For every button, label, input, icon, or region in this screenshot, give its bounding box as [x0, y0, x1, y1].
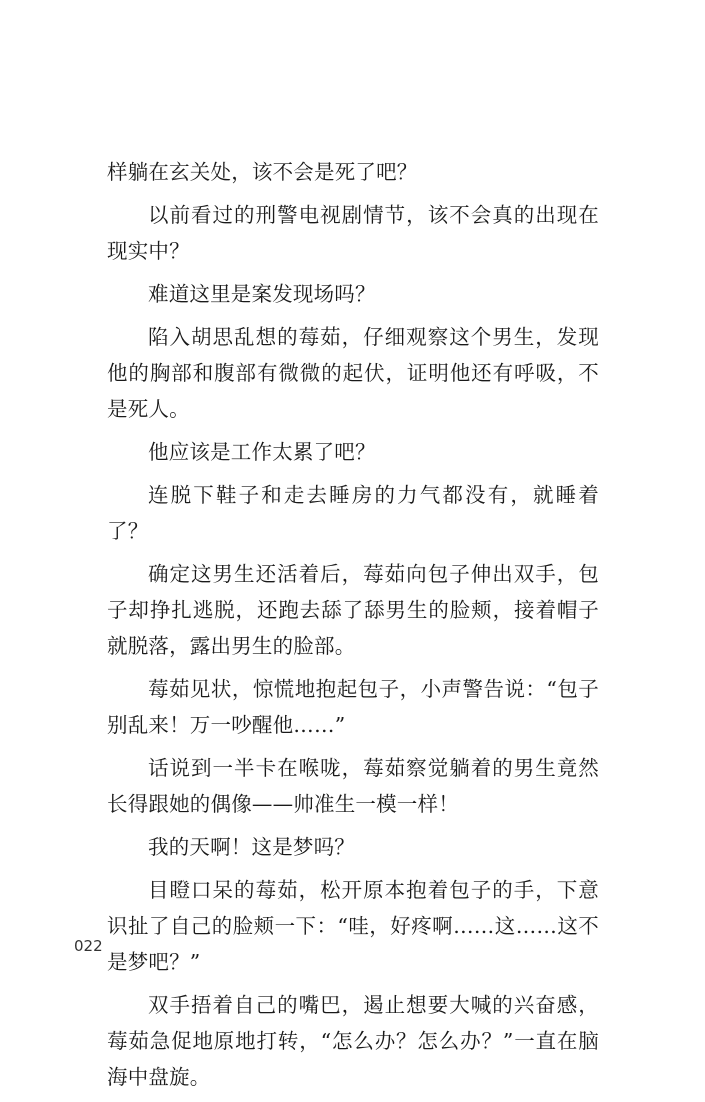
page-number: 022 [74, 937, 103, 955]
paragraph: 莓茹见状，惊慌地抱起包子，小声警告说：“包子别乱来！万一吵醒他……” [107, 677, 599, 737]
paragraph: 确定这男生还活着后，莓茹向包子伸出双手，包子却挣扎逃脱，还跑去舔了舔男生的脸颊，接着帽子就脱落，露出男生的脸部。 [107, 562, 599, 658]
body-text [107, 154, 599, 1102]
paragraph: 陷入胡思乱想的莓茹，仔细观察这个男生，发现他的胸部和腹部有微微的起伏，证明他还有呼吸，不是死人。 [107, 325, 599, 421]
paragraph: 目瞪口呆的莓茹，松开原本抱着包子的手，下意识扯了自己的脸颊一下：“哇，好疼啊……这……这不是梦吧？” [107, 878, 599, 974]
paragraph: 话说到一半卡在喉咙，莓茹察觉躺着的男生竟然长得跟她的偶像——帅准生一模一样！ [107, 756, 599, 816]
paragraph: 连脱下鞋子和走去睡房的力气都没有，就睡着了？ [107, 483, 599, 543]
paragraph: 难道这里是案发现场吗？ [148, 282, 376, 306]
paragraph: 双手捂着自己的嘴巴，遏止想要大喊的兴奋感，莓茹急促地原地打转，“怎么办？怎么办？”一直在脑海中盘旋。 [107, 993, 599, 1089]
paragraph: 我的天啊！这是梦吗？ [148, 835, 355, 859]
paragraph: 他应该是工作太累了吧？ [148, 440, 376, 464]
paragraph: 样躺在玄关处，该不会是死了吧？ [107, 160, 418, 184]
paragraph: 以前看过的刑警电视剧情节，该不会真的出现在现实中？ [107, 203, 599, 263]
